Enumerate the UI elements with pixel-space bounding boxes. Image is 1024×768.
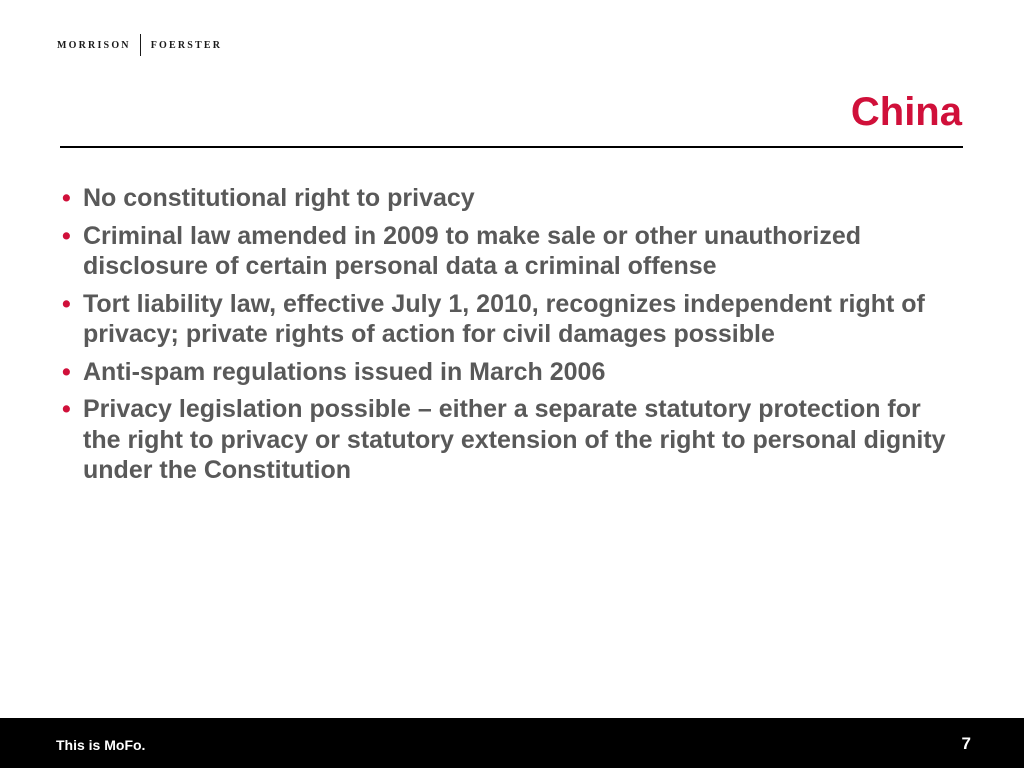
bullet-item <box>62 221 952 282</box>
bullet-dot-icon: • <box>62 357 71 386</box>
bullet-item <box>62 357 952 388</box>
page-number: 7 <box>961 734 971 753</box>
bullet-item <box>62 394 952 486</box>
bullet-dot-icon: • <box>62 395 71 423</box>
bullet-text: No constitutional right to privacy <box>83 184 475 212</box>
footer-tagline: This is MoFo. <box>56 737 146 753</box>
bullet-text: Criminal law amended in 2009 to make sale or other unauthorized disclosure of certain personal data a criminal offense <box>83 221 861 280</box>
bullet-list <box>62 183 952 493</box>
bullet-text: Anti-spam regulations issued in March 2006 <box>83 357 606 386</box>
title-rule <box>60 146 963 148</box>
bullet-item <box>62 183 952 214</box>
logo-left-text: MORRISON <box>57 39 131 51</box>
bullet-text: Privacy legislation possible – either a separate statutory protection for the right to privacy or statutory extension of the right to personal dignity under the Constitution <box>83 395 946 484</box>
bullet-item <box>62 289 952 350</box>
footer-bar <box>0 718 1024 768</box>
slide-title: China <box>850 90 962 134</box>
bullet-dot-icon: • <box>62 221 71 250</box>
bullet-dot-icon: • <box>62 184 71 212</box>
logo-right-text: FOERSTER <box>150 39 223 51</box>
logo-divider <box>140 34 141 56</box>
bullet-text: Tort liability law, effective July 1, 2010, recognizes independent right of privacy; private rights of action for civil damages possible <box>83 289 925 348</box>
firm-logo <box>57 34 222 56</box>
bullet-dot-icon: • <box>62 289 71 318</box>
